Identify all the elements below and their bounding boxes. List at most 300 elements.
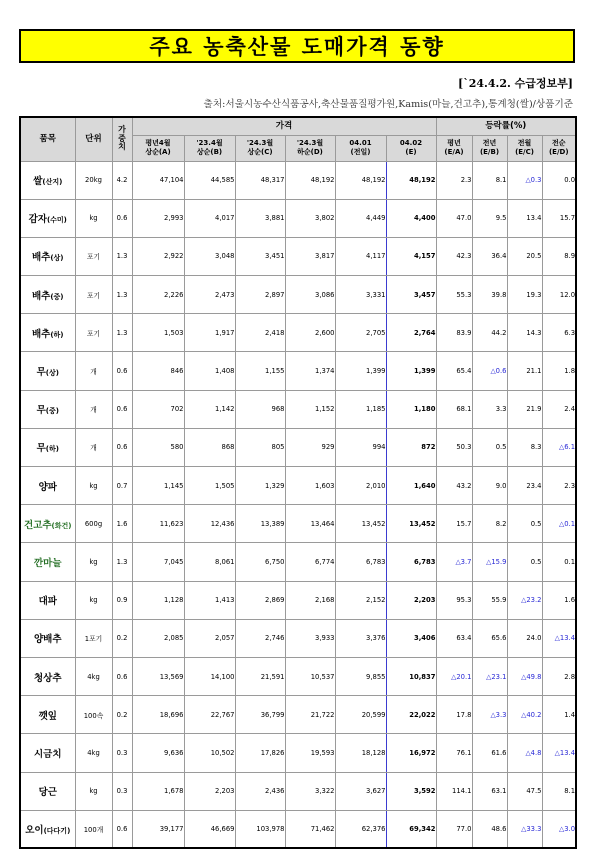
item-weight: 0.3 [112,772,132,810]
item-name-sub: (상) [45,369,59,378]
price-cell: 1,640 [386,467,436,505]
price-cell: 1,603 [285,467,335,505]
price-cell: 48,192 [285,161,335,199]
rate-cell: △3.7 [436,543,472,581]
item-name-main: 감자 [28,214,47,226]
price-cell: 2,922 [132,237,184,275]
price-cell: 1,505 [184,467,235,505]
header-price-col-5-line2: (E) [405,148,417,156]
price-cell: 9,855 [335,657,386,695]
header-price-col-0 [132,135,184,161]
price-cell: 3,933 [285,619,335,657]
item-name-main: 쌀 [33,176,43,188]
price-cell: 6,783 [335,543,386,581]
price-cell: 6,774 [285,543,335,581]
rate-cell: 13.4 [507,199,542,237]
price-cell: 3,457 [386,276,436,314]
item-unit: kg [75,772,112,810]
price-cell: 968 [235,390,285,428]
item-name-main: 대파 [38,596,57,608]
rate-cell: 44.2 [472,314,507,352]
header-price-col-1-line2: 상순(B) [196,148,223,156]
price-cell: 929 [285,428,335,466]
header-rate-col-0-line1: 평년 [447,139,461,148]
price-cell: 1,917 [184,314,235,352]
price-cell: 22,767 [184,696,235,734]
item-unit: kg [75,467,112,505]
item-name-main: 당근 [38,787,57,799]
price-cell: 2,168 [285,581,335,619]
price-cell: 13,569 [132,657,184,695]
item-name-main: 오이 [25,825,44,837]
rate-cell: 1.8 [542,352,576,390]
price-cell: 3,592 [386,772,436,810]
rate-cell: 12.0 [542,276,576,314]
rate-cell: △13.4 [542,619,576,657]
price-cell: 3,881 [235,199,285,237]
item-name-main: 배추 [31,290,51,302]
item-weight: 0.2 [112,696,132,734]
item-name [20,772,75,810]
item-weight: 0.3 [112,734,132,772]
price-cell: 3,086 [285,276,335,314]
rate-cell: 0.0 [542,161,576,199]
rate-cell: 1.4 [542,696,576,734]
rate-cell: △23.1 [472,657,507,695]
table-row [20,581,576,619]
page-title: 주요 농축산물 도매가격 동향 [149,35,445,59]
price-cell: 1,180 [386,390,436,428]
header-rate-col-2-line2: (E/C) [515,148,534,156]
rate-cell: 39.8 [472,276,507,314]
price-cell: 36,799 [235,696,285,734]
rate-cell: 20.5 [507,237,542,275]
header-price-col-4-line1: 04.01 [349,139,372,148]
item-name [20,696,75,734]
price-cell: 2,436 [235,772,285,810]
item-unit: kg [75,581,112,619]
rate-cell: 2.3 [436,161,472,199]
price-cell: 3,406 [386,619,436,657]
header-price-col-3-line2: 하순(D) [297,148,323,156]
header-rate-col-0-line2: (E/A) [444,148,464,156]
price-cell: 872 [386,428,436,466]
item-name [20,543,75,581]
header-item: 품목 [20,117,75,161]
item-name [20,237,75,275]
price-cell: 3,802 [285,199,335,237]
item-name [20,581,75,619]
rate-cell: △13.4 [542,734,576,772]
item-weight: 0.6 [112,428,132,466]
price-cell: 4,117 [335,237,386,275]
rate-cell: 43.2 [436,467,472,505]
rate-cell: △3.3 [472,696,507,734]
item-name-sub: (상) [50,254,64,263]
item-name-sub: (하) [45,445,59,454]
rate-cell: △3.0 [542,810,576,848]
item-weight: 1.3 [112,543,132,581]
item-name [20,352,75,390]
item-unit: kg [75,543,112,581]
table-row [20,276,576,314]
item-name-sub: (중) [50,292,64,301]
rate-cell: 19.3 [507,276,542,314]
rate-cell: △6.1 [542,428,576,466]
rate-cell: 1.6 [542,581,576,619]
price-cell: 868 [184,428,235,466]
rate-cell: 50.3 [436,428,472,466]
item-name [20,734,75,772]
price-cell: 48,192 [335,161,386,199]
rate-cell: 3.3 [472,390,507,428]
item-name-main: 양파 [38,481,57,493]
price-cell: 1,145 [132,467,184,505]
price-cell: 13,452 [335,505,386,543]
rate-cell: △33.3 [507,810,542,848]
price-cell: 6,750 [235,543,285,581]
table-row [20,505,576,543]
item-name [20,276,75,314]
price-cell: 3,376 [335,619,386,657]
price-cell: 11,623 [132,505,184,543]
item-name-main: 깻잎 [38,710,57,722]
price-cell: 2,226 [132,276,184,314]
header-rate-col-1 [472,135,507,161]
header-rate-group: 등락률(%) [436,117,576,135]
price-cell: 1,329 [235,467,285,505]
price-cell: 1,152 [285,390,335,428]
item-name-sub: (하) [50,330,64,339]
header-price-col-0-line1: 평년4월 [145,139,171,148]
table-row [20,657,576,695]
header-price-col-4-line2: (전일) [350,148,371,156]
price-cell: 8,061 [184,543,235,581]
item-unit: 100속 [75,696,112,734]
price-cell: 18,696 [132,696,184,734]
header-weight-text: 가중치 [118,125,126,152]
rate-cell: △0.6 [472,352,507,390]
rate-cell: 8.9 [542,237,576,275]
price-cell: 2,993 [132,199,184,237]
price-cell: 4,017 [184,199,235,237]
item-weight: 0.6 [112,352,132,390]
table-row [20,352,576,390]
price-cell: 2,057 [184,619,235,657]
header-price-col-2-line2: 상순(C) [247,148,273,156]
item-weight: 1.6 [112,505,132,543]
header-rate-col-1-line1: 전년 [482,139,497,148]
item-name-main: 배추 [31,252,51,264]
item-weight: 4.2 [112,161,132,199]
item-unit: 포기 [75,314,112,352]
price-cell: 7,045 [132,543,184,581]
header-price-col-5 [386,135,436,161]
item-weight: 1.3 [112,314,132,352]
price-cell: 2,705 [335,314,386,352]
price-cell: 4,400 [386,199,436,237]
price-cell: 13,389 [235,505,285,543]
item-unit: 100개 [75,810,112,848]
price-cell: 39,177 [132,810,184,848]
item-name [20,657,75,695]
price-cell: 2,897 [235,276,285,314]
rate-cell: 0.5 [507,505,542,543]
rate-cell: 42.3 [436,237,472,275]
rate-cell: 63.4 [436,619,472,657]
item-name-sub: (수미) [46,216,67,225]
rate-cell: 114.1 [436,772,472,810]
rate-cell: 2.3 [542,467,576,505]
item-name-main: 무 [36,405,46,417]
item-name-main: 무 [36,443,46,455]
item-unit: 1포기 [75,619,112,657]
price-cell: 20,599 [335,696,386,734]
item-name-main: 건고추 [24,519,52,531]
table-row [20,199,576,237]
price-cell: 103,978 [235,810,285,848]
rate-cell: 0.5 [472,428,507,466]
price-cell: 6,783 [386,543,436,581]
price-cell: 994 [335,428,386,466]
price-cell: 1,678 [132,772,184,810]
table-row [20,696,576,734]
header-rate-col-3 [542,135,576,161]
price-cell: 21,722 [285,696,335,734]
item-name [20,199,75,237]
item-name [20,467,75,505]
price-cell: 4,449 [335,199,386,237]
rate-cell: 9.0 [472,467,507,505]
rate-cell: 76.1 [436,734,472,772]
rate-cell: 6.3 [542,314,576,352]
header-rate-col-2 [507,135,542,161]
rate-cell: △0.1 [542,505,576,543]
price-cell: 48,192 [386,161,436,199]
price-cell: 3,451 [235,237,285,275]
item-weight: 0.6 [112,199,132,237]
price-cell: 69,342 [386,810,436,848]
item-unit: 600g [75,505,112,543]
table-row [20,161,576,199]
rate-cell: 68.1 [436,390,472,428]
table-row [20,772,576,810]
rate-cell: △23.2 [507,581,542,619]
price-cell: 3,627 [335,772,386,810]
price-cell: 47,104 [132,161,184,199]
price-cell: 2,764 [386,314,436,352]
rate-cell: 0.5 [507,543,542,581]
item-unit: 포기 [75,276,112,314]
price-cell: 1,185 [335,390,386,428]
price-cell: 2,746 [235,619,285,657]
item-name [20,390,75,428]
rate-cell: 8.3 [507,428,542,466]
table-row [20,810,576,848]
rate-cell: △0.3 [507,161,542,199]
price-cell: 2,203 [184,772,235,810]
table-row [20,467,576,505]
price-cell: 3,322 [285,772,335,810]
rate-cell: 17.8 [436,696,472,734]
item-unit: 포기 [75,237,112,275]
rate-cell: 8.1 [472,161,507,199]
price-cell: 62,376 [335,810,386,848]
rate-cell: 36.4 [472,237,507,275]
price-cell: 1,374 [285,352,335,390]
rate-cell: 47.5 [507,772,542,810]
table-row [20,543,576,581]
item-weight: 1.3 [112,276,132,314]
price-cell: 71,462 [285,810,335,848]
price-cell: 1,142 [184,390,235,428]
header-price-col-2 [235,135,285,161]
price-cell: 1,408 [184,352,235,390]
price-cell: 44,585 [184,161,235,199]
item-unit: 4kg [75,657,112,695]
price-cell: 1,413 [184,581,235,619]
rate-cell: 2.4 [542,390,576,428]
rate-cell: 8.2 [472,505,507,543]
item-name [20,428,75,466]
price-cell: 19,593 [285,734,335,772]
price-cell: 1,399 [386,352,436,390]
price-cell: 580 [132,428,184,466]
price-cell: 3,048 [184,237,235,275]
rate-cell: 2.8 [542,657,576,695]
item-unit: 개 [75,390,112,428]
rate-cell: 24.0 [507,619,542,657]
price-cell: 2,600 [285,314,335,352]
table-row [20,428,576,466]
rate-cell: 95.3 [436,581,472,619]
item-name-main: 청상추 [33,672,62,684]
item-name-main: 깐마늘 [33,557,62,569]
rate-cell: 0.1 [542,543,576,581]
item-weight: 0.2 [112,619,132,657]
item-unit: 개 [75,428,112,466]
price-cell: 17,826 [235,734,285,772]
price-cell: 805 [235,428,285,466]
price-cell: 13,464 [285,505,335,543]
price-table [19,116,577,849]
header-price-col-5-line1: 04.02 [399,139,423,148]
price-cell: 18,128 [335,734,386,772]
item-name [20,619,75,657]
rate-cell: 47.0 [436,199,472,237]
item-name-main: 시금치 [33,748,62,760]
rate-cell: 77.0 [436,810,472,848]
price-cell: 2,085 [132,619,184,657]
price-cell: 1,399 [335,352,386,390]
price-cell: 1,155 [235,352,285,390]
header-price-col-3-line1: '24.3월 [296,139,324,148]
rate-cell: 65.4 [436,352,472,390]
price-cell: 3,331 [335,276,386,314]
price-cell: 3,817 [285,237,335,275]
header-price-col-0-line2: 상순(A) [145,148,171,156]
rate-cell: 15.7 [542,199,576,237]
price-cell: 2,203 [386,581,436,619]
header-price-col-4 [335,135,386,161]
rate-cell: △40.2 [507,696,542,734]
item-name-sub: (산지) [42,178,63,187]
header-price-group: 가격 [132,117,436,135]
rate-cell: 65.6 [472,619,507,657]
price-cell: 10,502 [184,734,235,772]
rate-cell: 63.1 [472,772,507,810]
rate-cell: 21.1 [507,352,542,390]
item-unit: 개 [75,352,112,390]
item-name-main: 배추 [31,328,51,340]
table-row [20,734,576,772]
rate-cell: 55.9 [472,581,507,619]
header-rate-col-3-line1: 전순 [552,139,566,148]
price-cell: 22,022 [386,696,436,734]
price-cell: 2,010 [335,467,386,505]
item-name [20,314,75,352]
price-cell: 48,317 [235,161,285,199]
header-rate-col-3-line2: (E/D) [548,148,569,156]
item-weight: 0.9 [112,581,132,619]
header-rate-col-2-line1: 전월 [517,139,532,148]
rate-cell: △49.8 [507,657,542,695]
item-name-main: 무 [36,367,46,379]
rate-cell: △20.1 [436,657,472,695]
item-name-sub: (다다기) [43,827,71,836]
header-weight [112,117,132,161]
price-cell: 10,537 [285,657,335,695]
rate-cell: 15.7 [436,505,472,543]
price-cell: 14,100 [184,657,235,695]
header-rate-col-1-line2: (E/B) [479,148,500,156]
table-row [20,237,576,275]
rate-cell: 83.9 [436,314,472,352]
rate-cell: △15.9 [472,543,507,581]
item-unit: 4kg [75,734,112,772]
header-price-col-1 [184,135,235,161]
header-unit: 단위 [75,117,112,161]
header-price-col-3 [285,135,335,161]
header-price-col-1-line1: '23.4월 [196,139,223,148]
price-cell: 1,503 [132,314,184,352]
item-weight: 0.6 [112,810,132,848]
price-cell: 846 [132,352,184,390]
source-note: 출처:서울시농수산식품공사,축산물품질평가원,Kamis(마늘,건고추),통계청(쌀)/상품기준 [203,99,573,110]
item-name-sub: (화건) [51,521,72,530]
item-name [20,505,75,543]
price-cell: 9,636 [132,734,184,772]
table-row [20,314,576,352]
price-cell: 46,669 [184,810,235,848]
rate-cell: 55.3 [436,276,472,314]
header-rate-col-0 [436,135,472,161]
table-row [20,390,576,428]
price-cell: 1,128 [132,581,184,619]
item-weight: 0.6 [112,390,132,428]
item-unit: 20kg [75,161,112,199]
price-cell: 10,837 [386,657,436,695]
price-cell: 2,473 [184,276,235,314]
header-price-col-2-line1: '24.3월 [246,139,274,148]
item-weight: 1.3 [112,237,132,275]
rate-cell: △4.8 [507,734,542,772]
item-weight: 0.6 [112,657,132,695]
price-cell: 2,418 [235,314,285,352]
item-name-main: 양배추 [33,634,62,646]
rate-cell: 14.3 [507,314,542,352]
item-name-sub: (중) [45,407,59,416]
